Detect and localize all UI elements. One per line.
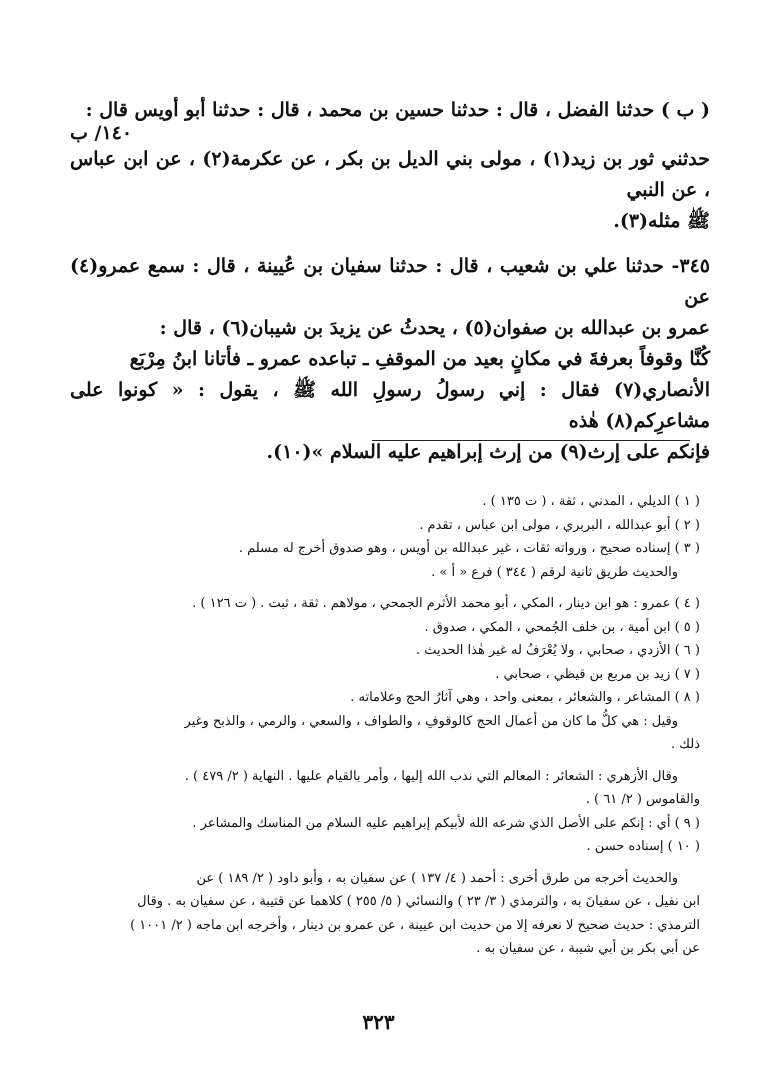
page-number: ٣٢٣ [362, 1010, 395, 1034]
footnote: والحديث طريق ثانية لرقم ( ٣٤٤ ) فرع « أ » . [431, 564, 678, 580]
text-line: حدثني ثور بن زيد(١) ، مولى بني الديل بن بكر ، عن عكرمة(٢) ، عن ابن عباس ، عن النبي [70, 148, 710, 201]
text-line: كُنَّا وقوفاً بعرفةَ في مكانٍ بعيد من الموقفِ ـ تباعده عمرو ـ فأتانا ابنُ مِرْبَع [129, 348, 710, 370]
footnote: ( ٤ ) عمرو : هو ابن دينار ، المكي ، أبو محمد الأثرم الجمحي ، مولاهم . ثقة ، ثبت . ( ت ١٢٦ ) . [192, 596, 700, 611]
text-line: ٣٤٥- حدثنا علي بن شعيب ، قال : حدثنا سفيان بن عُيينة ، قال : سمع عمرو(٤) عن [70, 255, 710, 308]
footnotes [80, 490, 700, 961]
text-line: عمرو بن عبدالله بن صفوان(٥) ، يحدثُ عن يزيدَ بن شيبان(٦) ، قال : [159, 317, 710, 339]
text-line: ﷺ مثله(٣). [613, 210, 710, 232]
footnote: عن أبي بكر بن أبي شيبة ، عن سفيان به . [476, 941, 700, 956]
footnote: والقاموس ( ٢/ ٦١ ) . [585, 792, 700, 807]
footnote: وقيل : هي كلُّ ما كان من أعمال الحج كالوقوفِ ، والطواف ، والسعي ، والرمي ، والذبح وغير [184, 713, 678, 729]
footnote: ( ٩ ) أي : إنكم على الأصل الذي شرعه الله لأبيكم إبراهيم عليه السلام من المناسك والمشاعر . [192, 815, 700, 831]
footnote: والحديث أخرجه من طرق أخرى : أحمد ( ٤/ ١٣٧ ) عن سفيان به ، وأبو داود ( ٢/ ١٨٩ ) عن [196, 870, 678, 886]
text-line: ( ب ) حدثنا الفضل ، قال : حدثنا حسين بن محمد ، قال : حدثنا أبو أويس قال : [85, 99, 710, 121]
footnote: ( ٦ ) الأزدي ، صحابي ، ولا يُعْرَفُ له غير هٰذا الحديث . [415, 643, 700, 658]
footnote: الترمذي : حديث صحيح لا نعرفه إلا من حديث ابن عيينة ، عن عمرو بن دينار ، وأخرجه ابن ماجه ( ٢/ ١٠٠١ ) [130, 917, 700, 933]
footnote: ( ٥ ) ابن أمية ، بن خلف الجُمحي ، المكي ، صدوق . [424, 619, 700, 635]
footnote: ( ١٠ ) إسناده حسن . [586, 839, 700, 854]
footnote: ( ٨ ) المشاعر ، والشعائر ، بمعنى واحد ، وهي آثارُ الحج وعلاماته . [350, 690, 700, 705]
text-line: الأنصاري(٧) فقال : إني رسولُ رسولِ الله ﷺ ، يقول : « كونوا على مشاعرِكم(٨) هٰذه [70, 379, 710, 432]
footnote: ابن نفيل ، عن سفيانَ به ، والترمذي ( ٣/ ٢٣ ) والنسائي ( ٥/ ٢٥٥ ) كلاهما عن قتيبة ، عن سفيان به . وقال [137, 894, 700, 909]
footnote: ( ٢ ) أبو عبدالله ، البربري ، مولى ابن عباس ، تقدم . [419, 517, 700, 533]
footnote: ( ٧ ) زيد بن مربع بن قيظي ، صحابي . [495, 666, 700, 682]
footnote: وقال الأزهري : الشعائر : المعالم التي ندب الله إليها ، وأمر بالقيام عليها . النهاية ( ٢/ ٤٧٩ ) . [184, 768, 678, 784]
text-line: فإنكم على إرث(٩) من إرث إبراهيم عليه السلام »(١٠). [266, 441, 710, 463]
footnote-divider [372, 440, 690, 441]
footnote: ذلك . [671, 737, 700, 752]
footnote: ( ٣ ) إسناده صحيح ، ورواته ثقات ، غير عبدالله بن أويس ، وهو صدوق أخرج له مسلم . [238, 541, 700, 556]
footnote: ( ١ ) الديلي ، المدني ، ثقة ، ( ت ١٣٥ ) . [482, 494, 700, 509]
manuscript-folio-mark: ١٤٠/ ب [70, 122, 133, 144]
main-text [70, 95, 710, 468]
